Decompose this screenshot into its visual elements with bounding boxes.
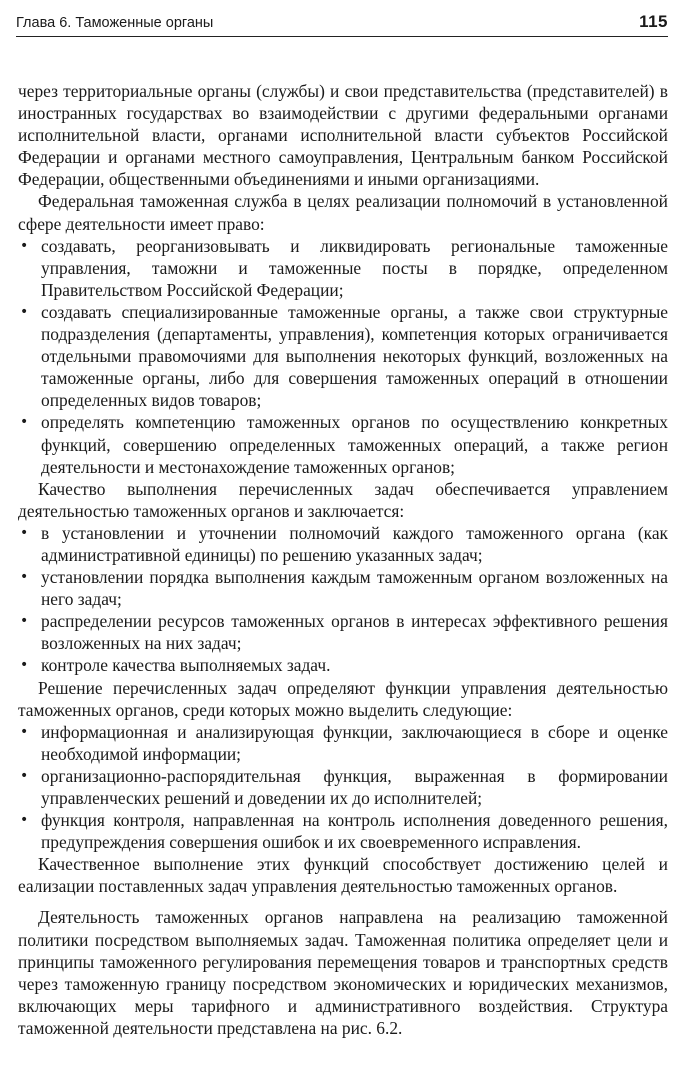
list-item: [18, 809, 668, 853]
list-item: [18, 411, 668, 477]
paragraph-fts-rights: Федеральная таможенная служба в целях реализации полномочий в установленной сфере деятельности имеет право:: [18, 191, 668, 234]
running-head: Глава 6. Таможенные органы: [16, 15, 214, 31]
bullet-icon: •: [20, 303, 29, 320]
list-item: [18, 721, 668, 765]
page-header: [16, 8, 668, 37]
list-item: [18, 654, 668, 676]
list-item-text: контроле качества выполняемых задач.: [41, 655, 331, 676]
list-item: [18, 522, 668, 566]
list-item: [18, 235, 668, 301]
list-item-text: распределении ресурсов таможенных органов в интересах эффективного решения возложенных на них задач;: [41, 611, 668, 654]
bullet-icon: •: [20, 657, 29, 674]
list-item: [18, 566, 668, 610]
bullet-icon: •: [20, 569, 29, 586]
list-item-text: установлении порядка выполнения каждым таможенным органом возложенных на него задач;: [41, 567, 668, 610]
bullet-icon: •: [20, 524, 29, 541]
list-item-text: информационная и анализирующая функции, заключающиеся в сборе и оценке необходимой информации;: [41, 721, 668, 764]
page-number: 115: [639, 12, 668, 31]
bullet-icon: •: [20, 414, 29, 431]
list-item-text: в установлении и уточнении полномочий каждого таможенного органа (как административной единицы) по решению указанных задач;: [41, 522, 668, 565]
bullet-icon: •: [20, 237, 29, 254]
rights-list: [18, 235, 668, 478]
body-text: [18, 80, 668, 1039]
bullet-icon: •: [20, 767, 29, 784]
list-item-text: создавать, реорганизовывать и ликвидировать региональные таможенные управления, таможни и таможенные посты в порядке, определенном Правительством Российской Федерации;: [41, 235, 668, 300]
list-item: [18, 610, 668, 654]
list-item-text: организационно-распорядительная функция, выраженная в формировании управленческих решений и доведении их до исполнителей;: [41, 765, 668, 808]
paragraph-quality: Качество выполнения перечисленных задач обеспечивается управлением деятельностью таможенных органов и заключается:: [18, 478, 668, 521]
paragraph-customs-policy: Деятельность таможенных органов направлена на реализацию таможенной политики посредством выполняемых задач. Таможенная политика определяет цели и принципы таможенного регулирования перемещения товаров и транспортных средств через таможенную границу посредством экономических и юридических механизмов, включающих меры тарифного и административного воздействия. Структура таможенной деятельности представлена на рис. 6.2.: [18, 907, 668, 1038]
functions-list: [18, 721, 668, 854]
paragraph-functions: Решение перечисленных задач определяют функции управления деятельностью таможенных органов, среди которых можно выделить следующие:: [18, 677, 668, 720]
bullet-icon: •: [20, 812, 29, 829]
list-item: [18, 765, 668, 809]
bullet-icon: •: [20, 723, 29, 740]
paragraph-gap: [18, 897, 668, 906]
bullet-icon: •: [20, 613, 29, 630]
list-item-text: создавать специализированные таможенные органы, а также свои структурные подразделения (департаменты, управления), компетенция которых ограничивается отдельными правомочиями для выполнения некоторых функций, возложенных на таможенные органы, либо для совершения таможенных операций в отношении определенных видов товаров;: [41, 301, 668, 411]
list-item: [18, 301, 668, 411]
list-item-text: определять компетенцию таможенных органов по осуществлению конкретных функций, совершению определенных таможенных операций, а также регион деятельности и местонахождение таможенных органов;: [41, 412, 668, 477]
paragraph-performance: Качественное выполнение этих функций способствует достижению целей и еализации поставленных задач управления деятельностью таможенных органов.: [18, 854, 668, 897]
list-item-text: функция контроля, направленная на контроль исполнения доведенного решения, предупреждения совершения ошибок и их своевременного исправления.: [41, 810, 668, 853]
paragraph-continuation: через территориальные органы (службы) и свои представительства (представителей) в иностранных государствах во взаимодействии с другими федеральными органами исполнительной власти, органами исполнительной власти субъектов Российской Федерации и органами местного самоуправления, Центральным банком Российской Федерации, общественными объединениями и иными организациями.: [18, 81, 668, 190]
quality-list: [18, 522, 668, 677]
